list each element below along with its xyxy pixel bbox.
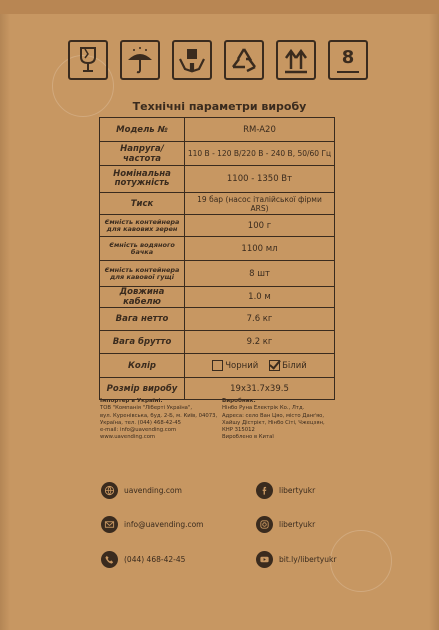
importer-info xyxy=(100,398,217,442)
table-row xyxy=(100,261,335,287)
model-value: RM-A20 xyxy=(185,118,335,142)
phone-icon xyxy=(101,551,118,568)
stack-limit-icon xyxy=(328,40,368,80)
spec-title: Технічні параметри виробу xyxy=(132,100,307,113)
manufacturer-line: КНР 315012 xyxy=(222,427,255,434)
black-checkbox xyxy=(212,360,223,371)
grounds-value: 8 шт xyxy=(185,261,335,287)
stack-limit-number: 8 xyxy=(341,47,355,68)
recycle-icon xyxy=(224,40,264,80)
table-row xyxy=(100,378,335,400)
instagram-text: libertyukr xyxy=(279,520,316,529)
gross-weight-value: 9.2 кг xyxy=(185,331,335,354)
manufacturer-line: Нінбо Руна Електрік Ко., Лтд. xyxy=(222,405,305,412)
voltage-value: 110 В - 120 В/220 В - 240 В, 50/60 Гц xyxy=(185,142,335,166)
table-row xyxy=(100,354,335,378)
importer-line: ТОВ "Компанія "Ліберті Україна", xyxy=(100,405,193,412)
mail-icon xyxy=(101,516,118,533)
email-text: info@uavending.com xyxy=(124,520,204,529)
white-checkbox xyxy=(269,360,280,371)
voltage-label: Напруга/частота xyxy=(100,142,185,166)
water-value: 1100 мл xyxy=(185,237,335,261)
color-value xyxy=(185,354,335,378)
beans-label: Ємність контейнера для кавових зерен xyxy=(100,215,185,237)
table-row xyxy=(100,118,335,142)
beans-value: 100 г xyxy=(185,215,335,237)
importer-heading: Імпортер в Україні: xyxy=(100,398,163,404)
phone-text: (044) 468-42-45 xyxy=(124,555,186,564)
contact-email xyxy=(101,516,203,533)
contact-youtube xyxy=(256,551,336,568)
this-side-up-icon xyxy=(276,40,316,80)
net-weight-label: Вага нетто xyxy=(100,308,185,331)
power-label: Номінальна потужність xyxy=(100,166,185,193)
water-label: Ємність водяного бачка xyxy=(100,237,185,261)
net-weight-value: 7.6 кг xyxy=(185,308,335,331)
table-row xyxy=(100,308,335,331)
youtube-icon xyxy=(256,551,273,568)
pressure-value: 19 бар (насос італійської фірми ARS) xyxy=(185,193,335,215)
youtube-text: bit.ly/libertyukr xyxy=(279,555,337,564)
manufacturer-line: Хайшу Дістрікт, Нінбо Сіті, Чжецзян, xyxy=(222,419,325,426)
web-text: uavending.com xyxy=(124,486,182,495)
facebook-icon xyxy=(256,482,273,499)
pressure-label: Тиск xyxy=(100,193,185,215)
contact-web xyxy=(101,482,182,499)
globe-icon xyxy=(101,482,118,499)
importer-line: www.uavending.com xyxy=(100,434,156,441)
contact-facebook xyxy=(256,482,315,499)
importer-line: e-mail: info@uavending.com xyxy=(100,427,177,434)
white-option: Білий xyxy=(282,361,307,371)
manufacturer-heading: Виробник: xyxy=(222,398,256,404)
keep-dry-icon xyxy=(120,40,160,80)
gross-weight-label: Вага брутто xyxy=(100,331,185,354)
table-row xyxy=(100,142,335,166)
table-row xyxy=(100,331,335,354)
stack-limit-bar xyxy=(337,71,359,73)
fragile-icon xyxy=(68,40,108,80)
contact-phone xyxy=(101,551,185,568)
spec-table xyxy=(99,117,335,400)
facebook-text: libertyukr xyxy=(279,486,316,495)
watermark-right xyxy=(330,530,392,592)
table-row xyxy=(100,287,335,308)
importer-line: вул. Куренівська, буд. 2-Б, м. Київ, 04073, xyxy=(100,412,218,419)
size-value: 19x31.7x39.5 xyxy=(185,378,335,400)
power-value: 1100 - 1350 Вт xyxy=(185,166,335,193)
table-row xyxy=(100,215,335,237)
black-option: Чорний xyxy=(225,361,259,371)
importer-line: Україна, тел. (044) 468-42-45 xyxy=(100,419,182,426)
grounds-label: Ємність контейнера для кавової гущі xyxy=(100,261,185,287)
box-top-flap xyxy=(0,0,439,14)
manufacturer-line: Вироблено в Китаї xyxy=(222,434,274,441)
model-label: Модель № xyxy=(100,118,185,142)
manufacturer-line: Адреса: село Ван Цяо, місто Данґяо, xyxy=(222,412,325,419)
handle-with-care-icon xyxy=(172,40,212,80)
handling-icons xyxy=(68,40,368,84)
color-label: Колір xyxy=(100,354,185,378)
table-row xyxy=(100,237,335,261)
cable-label: Довжина кабелю xyxy=(100,287,185,308)
table-row xyxy=(100,193,335,215)
instagram-icon xyxy=(256,516,273,533)
cable-value: 1.0 м xyxy=(185,287,335,308)
size-label: Розмір виробу xyxy=(100,378,185,400)
table-row xyxy=(100,166,335,193)
contact-instagram xyxy=(256,516,315,533)
manufacturer-info xyxy=(222,398,325,442)
